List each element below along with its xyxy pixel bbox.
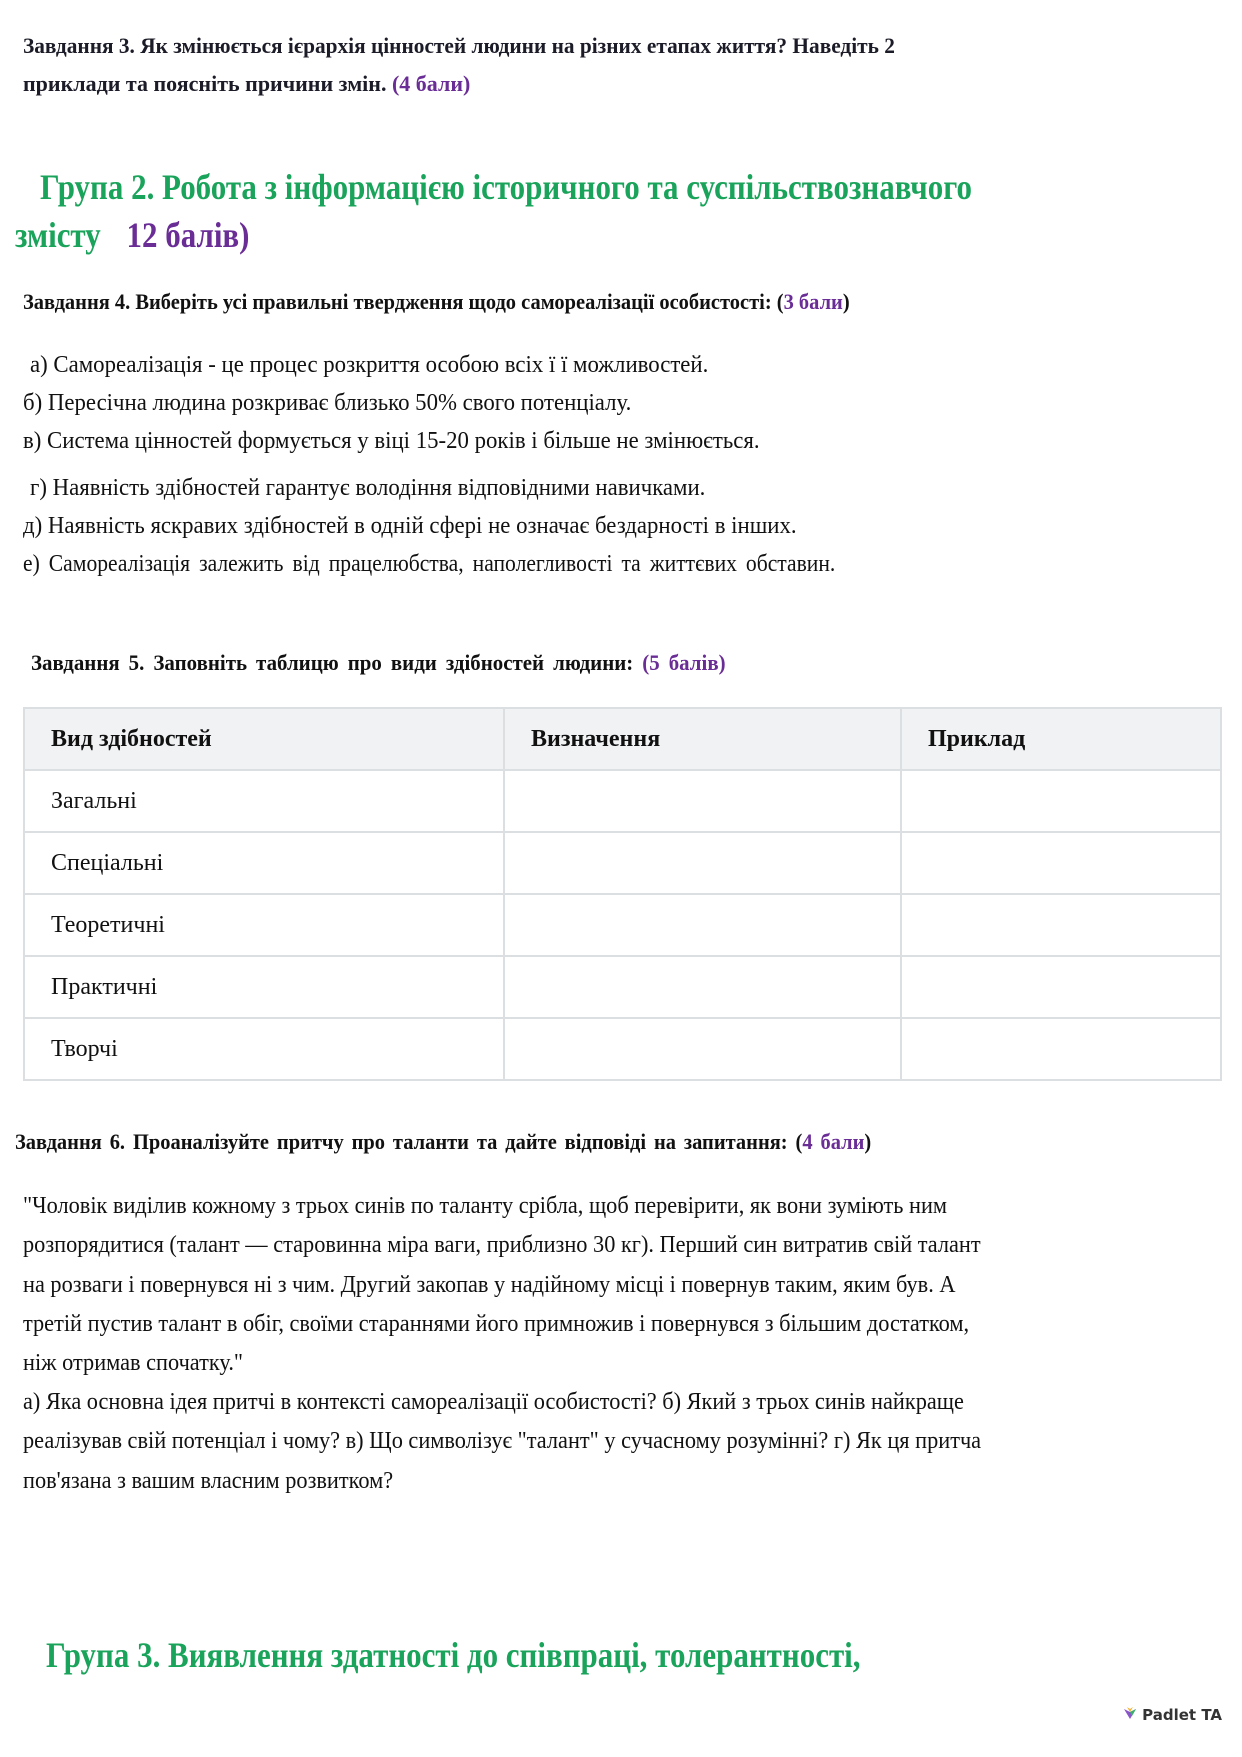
padlet-bird-icon [1122,1706,1138,1724]
task5-title-text: Завдання 5. Заповніть таблицю про види здібностей людини: [31,650,634,675]
parable-line: ніж отримав спочатку." [23,1350,244,1376]
table-cell-type: Спеціальні [24,832,504,894]
task5-points: (5 балів) [642,650,726,675]
group2-text-1: Група 2. Робота з інформацією історичного та суспільствознавчого [40,167,972,207]
table-cell-example[interactable] [901,832,1221,894]
task6-title [15,1129,871,1155]
question-line: пов'язана з вашим власним розвитком? [23,1468,394,1494]
task3-points: (4 бали) [391,71,471,96]
table-cell-type: Творчі [24,1018,504,1080]
group2-points: 12 балів) [126,215,250,255]
task4-points: 3 бали [783,289,843,314]
group3-heading: Група 3. Виявлення здатності до співпраці, толерантності, [46,1635,861,1675]
table-header-definition: Визначення [504,708,901,770]
parable-line: третій пустив талант в обіг, своїми стараннями його примножив і повернувся з більшим достатком, [23,1311,970,1337]
table-cell-definition[interactable] [504,894,901,956]
table-cell-type: Практичні [24,956,504,1018]
task4-title [23,289,850,315]
task4-option-a: а) Самореалізація - це процес розкриття особою всіх ї ї можливостей. [30,352,709,378]
table-cell-type: Загальні [24,770,504,832]
parable-line: розпорядитися (талант — старовинна міра ваги, приблизно 30 кг). Перший син витратив свій талант [23,1232,981,1258]
task3-line1 [23,33,895,59]
task3-text-2: приклади та поясніть причини змін. [23,71,387,96]
task3-line2 [23,71,470,97]
parable-line: на розваги і повернувся ні з чим. Другий закопав у надійному місці і повернув таким, яким був. А [23,1272,956,1298]
table-cell-example[interactable] [901,894,1221,956]
task4-option-c: в) Система цінностей формується у віці 15-20 років і більше не змінюється. [23,428,760,454]
table-cell-definition[interactable] [504,1018,901,1080]
task3-text-1: Завдання 3. Як змінюється ієрархія цінностей людини на різних етапах життя? Наведіть 2 [23,33,895,58]
table-header-type: Вид здібностей [24,708,504,770]
abilities-table [23,707,1222,1081]
task4-option-b: б) Пересічна людина розкриває близько 50% свого потенціалу. [23,390,632,416]
task5-title [31,650,726,676]
table-header-row [24,708,1221,770]
table-cell-example[interactable] [901,1018,1221,1080]
task4-title-text: Завдання 4. Виберіть усі правильні твердження щодо самореалізації особистості: ( [23,289,784,314]
task6-close: ) [864,1129,872,1154]
task6-points: 4 бали [802,1129,865,1154]
table-row [24,1018,1221,1080]
task6-title-text: Завдання 6. Проаналізуйте притчу про таланти та дайте відповіді на запитання: ( [15,1129,803,1154]
padlet-watermark [1122,1706,1222,1724]
table-cell-example[interactable] [901,770,1221,832]
group2-text-2: змісту [15,215,101,255]
padlet-label: Padlet TA [1142,1706,1222,1724]
table-row [24,894,1221,956]
table-cell-definition[interactable] [504,770,901,832]
table-cell-type: Теоретичні [24,894,504,956]
table-cell-example[interactable] [901,956,1221,1018]
task4-option-e: д) Наявність яскравих здібностей в одній сфері не означає бездарності в інших. [23,513,797,539]
group2-heading-line1 [40,166,972,208]
question-line: а) Яка основна ідея притчі в контексті самореалізації особистості? б) Який з трьох синів найкраще [23,1389,964,1415]
table-cell-definition[interactable] [504,832,901,894]
question-line: реалізував свій потенціал і чому? в) Що символізує "талант" у сучасному розумінні? г) Як ця притча [23,1428,982,1454]
task4-close: ) [842,289,850,314]
table-row [24,956,1221,1018]
task4-option-f: е) Самореалізація залежить від працелюбства, наполегливості та життєвих обставин. [23,551,836,577]
task4-option-d: г) Наявність здібностей гарантує володіння відповідними навичками. [30,475,706,501]
group2-heading-line2 [15,214,249,256]
parable-line: "Чоловік виділив кожному з трьох синів по таланту срібла, щоб перевірити, як вони зуміють ним [23,1193,948,1219]
table-header-example: Приклад [901,708,1221,770]
table-cell-definition[interactable] [504,956,901,1018]
table-row [24,770,1221,832]
table-row [24,832,1221,894]
